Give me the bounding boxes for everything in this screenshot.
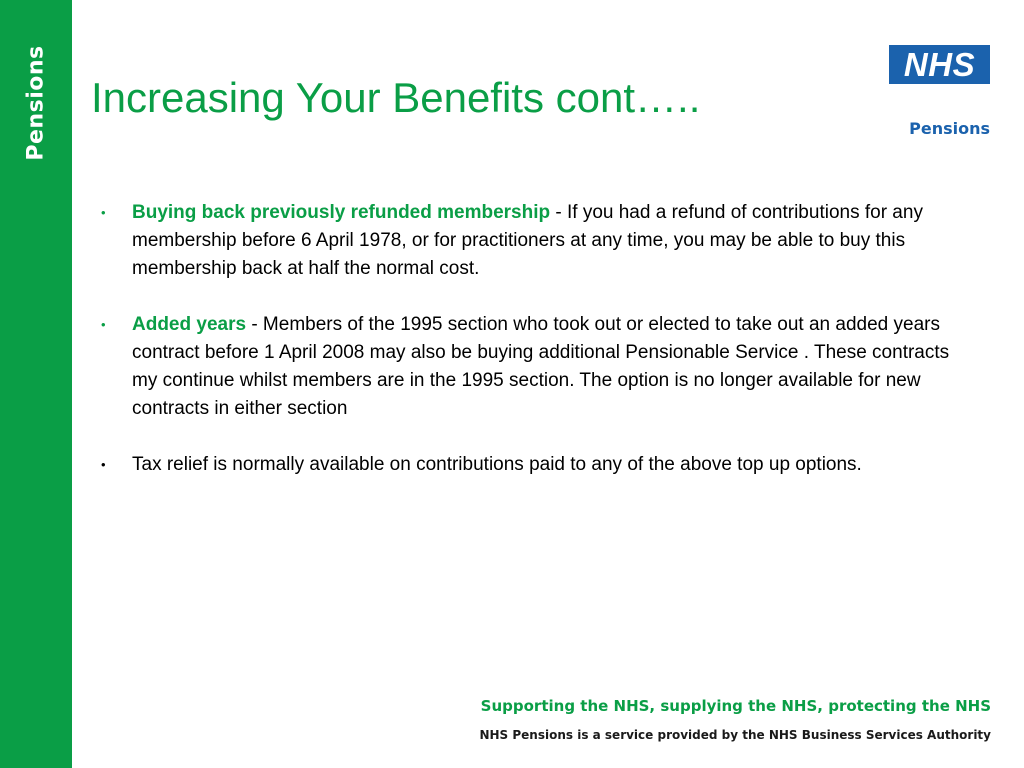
bullet-text: Tax relief is normally available on contributions paid to any of the above top up options. — [132, 454, 862, 475]
bullet-marker: • — [101, 457, 106, 472]
logo-pensions-label: Pensions — [909, 119, 990, 138]
bullet-item-buy-back — [98, 199, 968, 283]
bullet-item-added-years — [98, 311, 968, 423]
bullet-term: Buying back previously refunded membership — [132, 202, 551, 223]
side-band — [0, 0, 72, 768]
bullet-term: Added years — [132, 314, 247, 335]
nhs-logo — [889, 45, 990, 84]
bullet-text: - Members of the 1995 section who took out or elected to take out an added years contract before 1 April 2008 may also be buying additional Pensionable Service . These contracts my continue whilst members are in the 1995 section. The option is no longer available for new contracts in either section — [132, 314, 950, 419]
footer-service-note: NHS Pensions is a service provided by the NHS Business Services Authority — [479, 728, 991, 742]
slide-title: Increasing Your Benefits cont….. — [91, 74, 701, 121]
bullet-item-tax-relief — [98, 451, 968, 479]
bullet-text: - If you had a refund of contributions for any membership before 6 April 1978, or for practitioners at any time, you may be able to buy this membership back at half the normal cost. — [132, 202, 923, 279]
bullet-marker: • — [101, 317, 106, 332]
side-band-label: Pensions — [23, 45, 49, 161]
nhs-logo-text: NHS — [903, 46, 976, 83]
bullet-list — [98, 199, 968, 507]
bullet-marker: • — [101, 205, 106, 220]
footer-slogan: Supporting the NHS, supplying the NHS, protecting the NHS — [480, 697, 991, 715]
